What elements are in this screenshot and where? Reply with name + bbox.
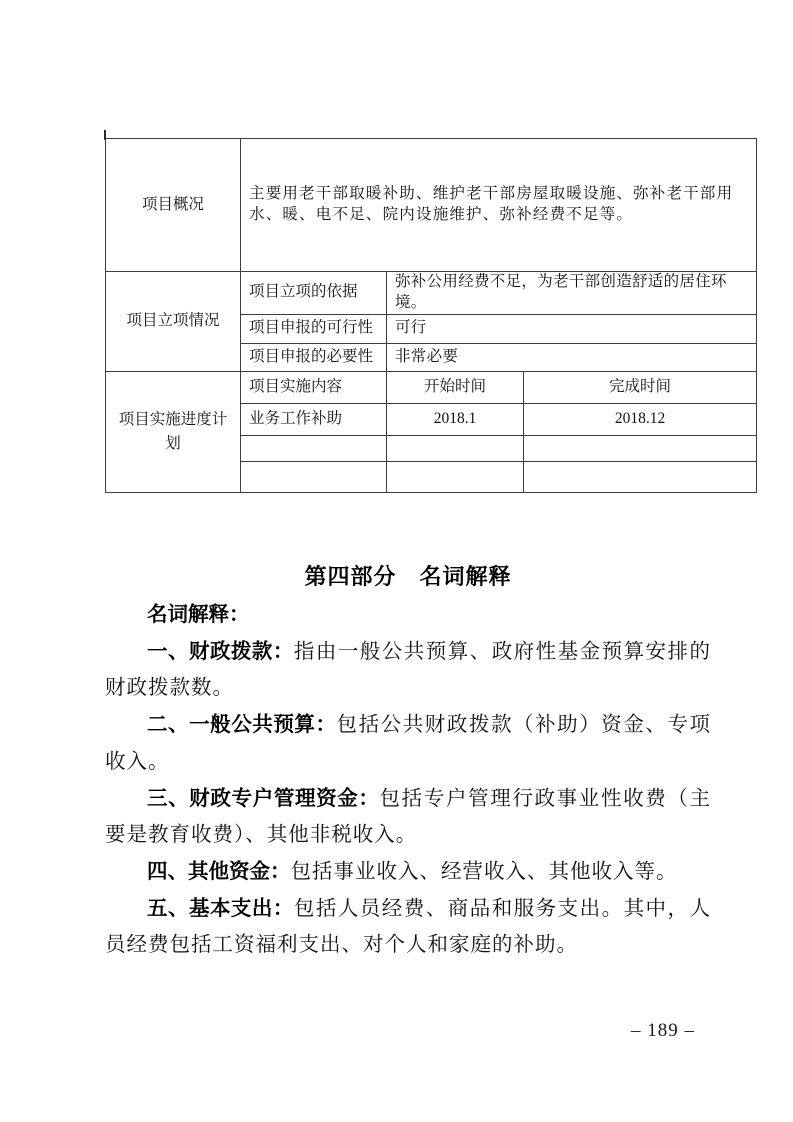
- table-row: [106, 371, 757, 403]
- page-number: – 189 –: [631, 1020, 695, 1041]
- schedule-header-start-cell: 开始时间: [387, 371, 524, 403]
- schedule-row-content-cell: [241, 435, 387, 461]
- project-info-table: [105, 138, 757, 493]
- term-label: 二、一般公共预算：: [147, 713, 337, 737]
- schedule-header-finish-cell: 完成时间: [524, 371, 757, 403]
- table-row: [106, 272, 757, 315]
- glossary-body: [105, 597, 711, 964]
- table-row: [106, 139, 757, 272]
- schedule-row-finish-cell: [524, 461, 757, 492]
- approval-feasibility-label-cell: 项目申报的可行性: [241, 314, 387, 343]
- schedule-row-start-cell: 2018.1: [387, 403, 524, 435]
- approval-necessity-label-cell: 项目申报的必要性: [241, 343, 387, 371]
- schedule-row-content-cell: 业务工作补助: [241, 403, 387, 435]
- approval-label-cell: 项目立项情况: [106, 272, 241, 372]
- schedule-header-content-cell: 项目实施内容: [241, 371, 387, 403]
- term-label: 四、其他资金：: [147, 859, 291, 883]
- schedule-row-start-cell: [387, 435, 524, 461]
- schedule-row-start-cell: [387, 461, 524, 492]
- overview-label-cell: 项目概况: [106, 139, 241, 272]
- term-label: 三、财政专户管理资金：: [147, 786, 380, 810]
- glossary-paragraph: [105, 854, 711, 891]
- term-definition: 包括人员经费、商品和服务支出。其中，人员经费包括工资福利支出、对个人和家庭的补助。: [105, 897, 712, 957]
- approval-necessity-value-cell: 非常必要: [387, 343, 757, 371]
- schedule-row-content-cell: [241, 461, 387, 492]
- schedule-label-text: 项目实施进度计划: [118, 410, 228, 452]
- approval-feasibility-value-cell: 可行: [387, 314, 757, 343]
- term-label: 五、基本支出：: [147, 896, 294, 920]
- glossary-paragraph: [105, 891, 711, 964]
- term-definition: 包括专户管理行政事业性收费（主要是教育收费）、其他非税收入。: [105, 787, 712, 847]
- glossary-intro: 名词解释：: [147, 603, 250, 626]
- glossary-paragraph: [105, 634, 711, 707]
- term-definition: 包括事业收入、经营收入、其他收入等。: [290, 860, 678, 883]
- term-definition: 指由一般公共预算、政府性基金预算安排的财政拨款数。: [105, 640, 712, 700]
- term-definition: 包括公共财政拨款（补助）资金、专项收入。: [105, 714, 712, 773]
- schedule-label-cell: [106, 371, 241, 492]
- term-label: 一、财政拨款：: [147, 639, 294, 663]
- glossary-paragraph: [105, 781, 711, 854]
- overview-text-cell: 主要用老干部取暖补助、维护老干部房屋取暖设施、弥补老干部用水、暖、电不足、院内设施维护、弥补经费不足等。: [241, 139, 757, 272]
- schedule-row-finish-cell: 2018.12: [524, 403, 757, 435]
- glossary-paragraph: [105, 707, 711, 780]
- schedule-row-finish-cell: [524, 435, 757, 461]
- approval-basis-value-cell: 弥补公用经费不足，为老干部创造舒适的居住环境。: [387, 272, 757, 315]
- approval-basis-label-cell: 项目立项的依据: [241, 272, 387, 315]
- section-title: 第四部分 名词解释: [304, 564, 512, 589]
